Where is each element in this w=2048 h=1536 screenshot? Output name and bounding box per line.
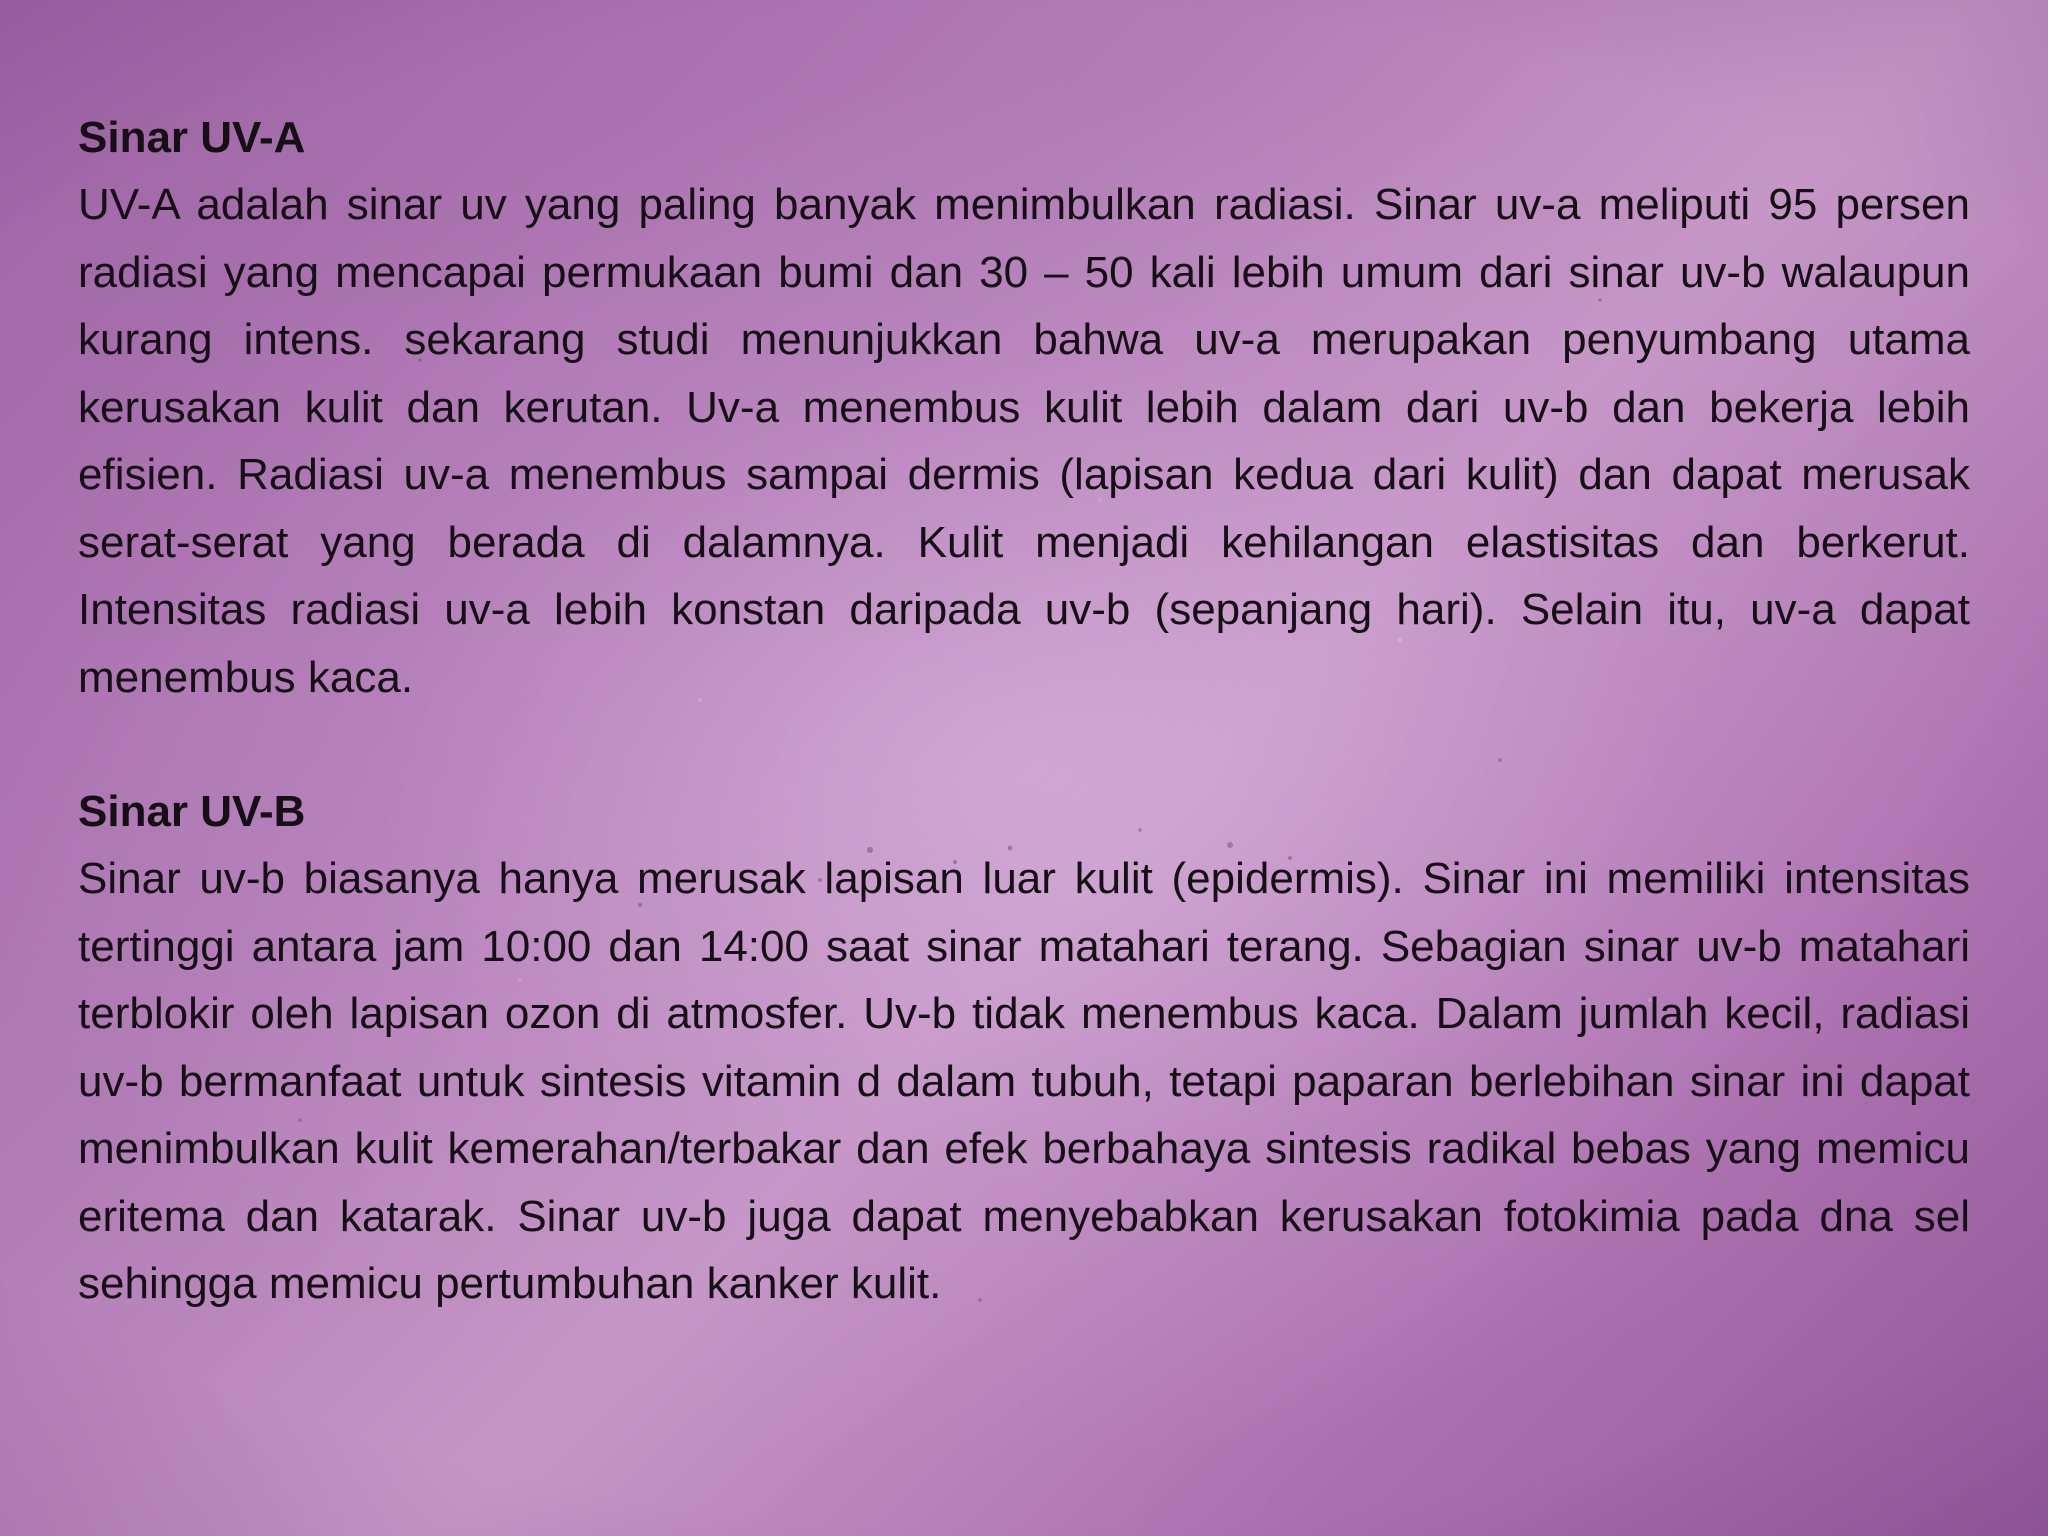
- section-paragraph: UV-A adalah sinar uv yang paling banyak menimbulkan radiasi. Sinar uv-a meliputi 95 persen radiasi yang mencapai permukaan bumi dan 30 – 50 kali lebih umum dari sinar uv-b walaupun kurang intens. sekarang studi menunjukkan bahwa uv-a merupakan penyumbang utama kerusakan kulit dan kerutan. Uv-a menembus kulit lebih dalam dari uv-b dan bekerja lebih efisien. Radiasi uv-a menembus sampai dermis (lapisan kedua dari kulit) dan dapat merusak serat-serat yang berada di dalamnya. Kulit menjadi kehilangan elastisitas dan berkerut. Intensitas radiasi uv-a lebih konstan daripada uv-b (sepanjang hari). Selain itu, uv-a dapat menembus kaca.: [78, 180, 1970, 702]
- slide-content: [78, 104, 1970, 1318]
- section-uvb: [78, 778, 1970, 1318]
- section-title: Sinar UV-B: [78, 787, 306, 836]
- section-title: Sinar UV-A: [78, 113, 306, 162]
- section-uva: [78, 104, 1970, 711]
- section-paragraph: Sinar uv-b biasanya hanya merusak lapisan luar kulit (epidermis). Sinar ini memiliki intensitas tertinggi antara jam 10:00 dan 14:00 saat sinar matahari terang. Sebagian sinar uv-b matahari terblokir oleh lapisan ozon di atmosfer. Uv-b tidak menembus kaca. Dalam jumlah kecil, radiasi uv-b bermanfaat untuk sintesis vitamin d dalam tubuh, tetapi paparan berlebihan sinar ini dapat menimbulkan kulit kemerahan/terbakar dan efek berbahaya sintesis radikal bebas yang memicu eritema dan katarak. Sinar uv-b juga dapat menyebabkan kerusakan fotokimia pada dna sel sehingga memicu pertumbuhan kanker kulit.: [78, 854, 1970, 1308]
